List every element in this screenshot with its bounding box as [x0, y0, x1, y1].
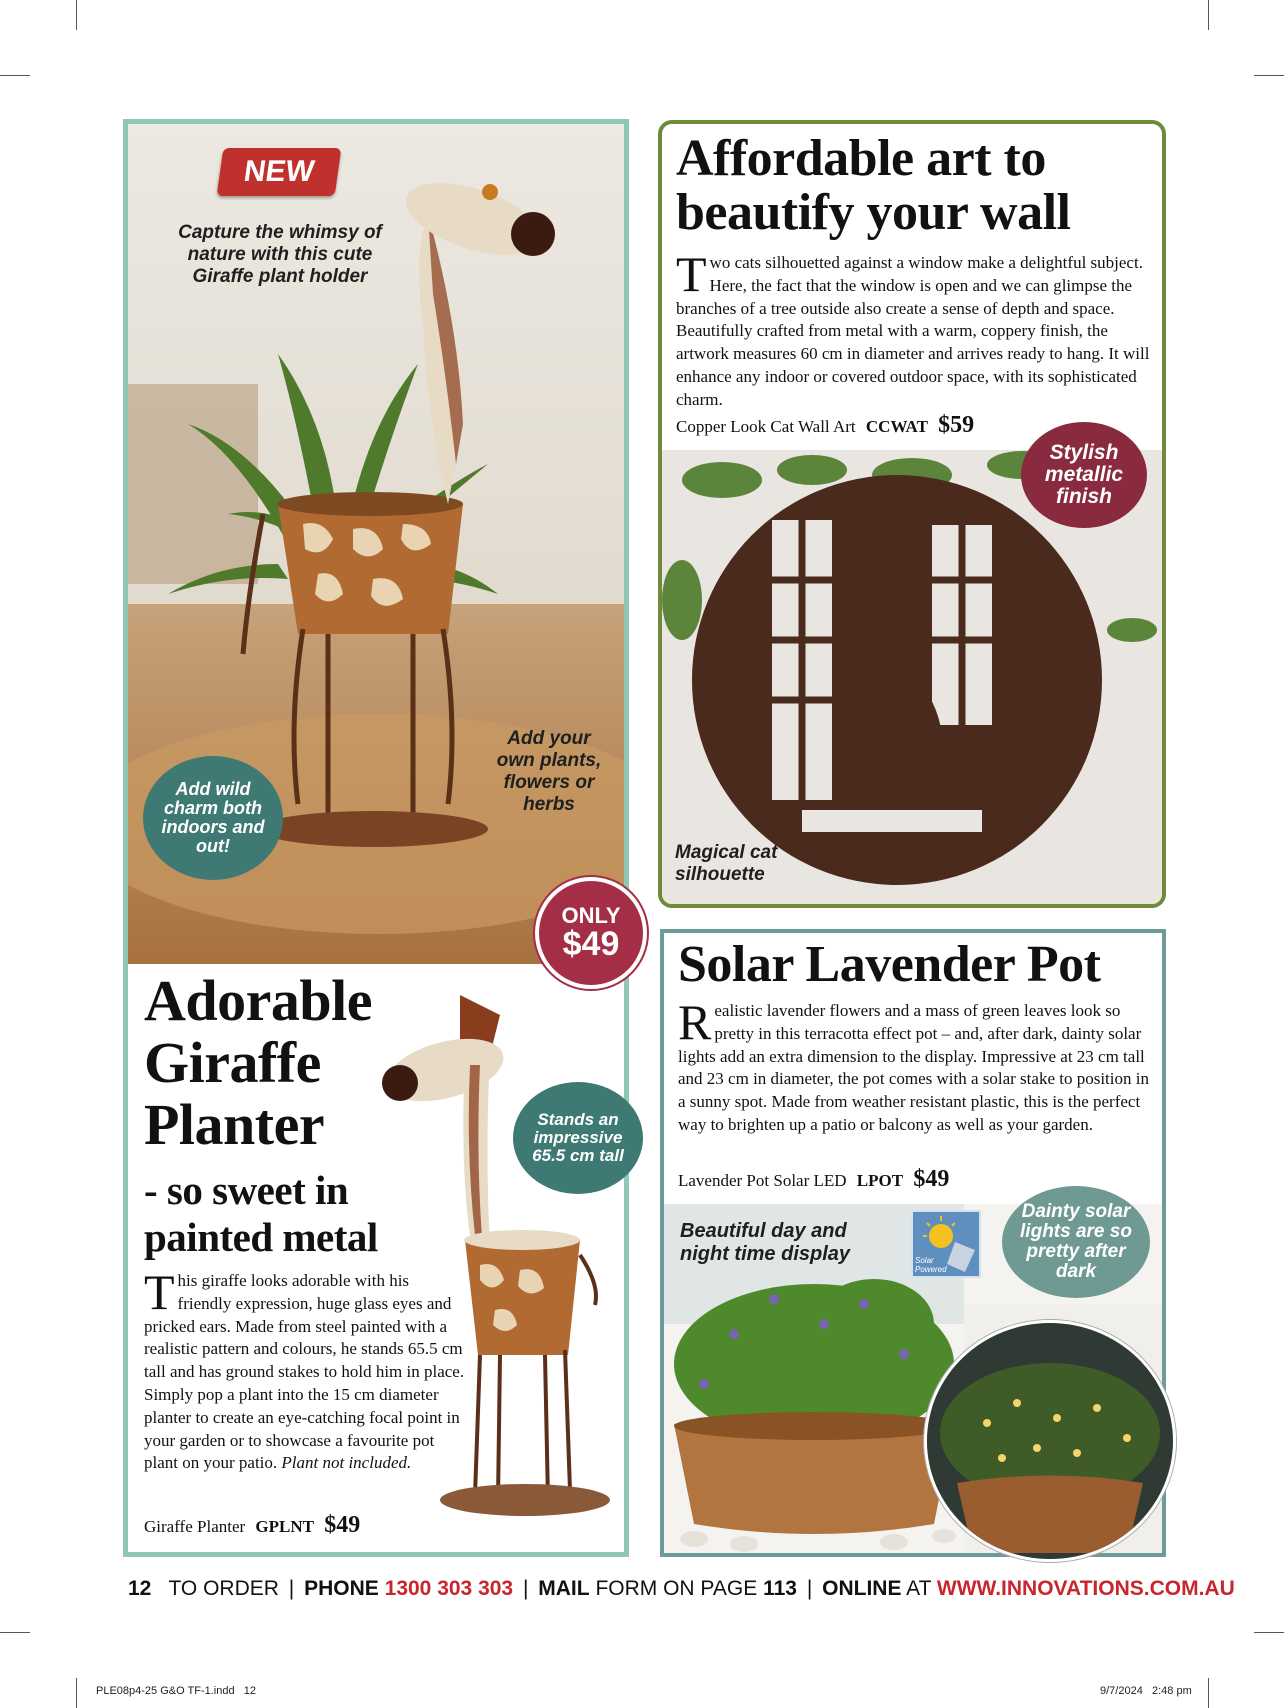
- order-footer: 12 TO ORDER | PHONE 1300 303 303 | MAIL FORM ON PAGE 113 | ONLINE AT WWW.INNOVATIONS.COM.AU: [128, 1577, 1235, 1600]
- giraffe-product-code: GPLNT: [255, 1517, 314, 1536]
- giraffe-title: [144, 970, 372, 1156]
- lavender-body: [678, 994, 1152, 1137]
- giraffe-caption-top: Capture the whimsy of nature with this cute Giraffe plant holder: [178, 222, 382, 287]
- crop-mark: [76, 1678, 77, 1708]
- giraffe-body: [144, 1264, 466, 1475]
- lavender-dropcap: R: [678, 994, 712, 1050]
- giraffe-subtitle: - so sweet in painted metal: [144, 1167, 378, 1260]
- giraffe-caption-plants: Add your own plants, flowers or herbs: [496, 728, 602, 815]
- slug-timestamp: 9/7/2024 2:48 pm: [1100, 1685, 1192, 1697]
- only-label: ONLY: [561, 902, 621, 928]
- lavender-product-code: LPOT: [856, 1171, 904, 1190]
- giraffe-title-line: Giraffe: [144, 1030, 321, 1095]
- lavender-product-price: $49: [913, 1166, 950, 1192]
- slug-file: PLE08p4-25 G&O TF-1.indd 12: [96, 1685, 256, 1697]
- mail-page: 113: [763, 1577, 797, 1600]
- crop-mark: [0, 1632, 30, 1633]
- lavender-body-text: ealistic lavender flowers and a mass of green leaves look so pretty in this terracotta effect pot – and, after dark, dainty solar lights add an extra dimension to the display. Impressive at 23 cm tall and 23 cm in diameter, the pot comes with a solar stake to position in a sunny spot. Made from weather resistant plastic, this is the perfect way to brighten up a patio or balcony as well as your garden.: [678, 1001, 1149, 1134]
- badge-stylish-finish: [1021, 422, 1147, 528]
- mail-text: FORM ON PAGE: [595, 1577, 758, 1600]
- phone-number[interactable]: 1300 303 303: [384, 1577, 514, 1600]
- badge-stylish-finish-label: Stylish metallic finish: [1044, 440, 1124, 509]
- to-order-label: TO ORDER: [168, 1577, 279, 1600]
- cat-art-dropcap: T: [676, 246, 707, 302]
- phone-label: PHONE: [304, 1577, 379, 1600]
- crop-mark: [0, 75, 30, 76]
- new-badge: [217, 148, 342, 196]
- only-price-badge: [535, 877, 647, 989]
- new-badge-label: NEW: [241, 155, 317, 188]
- cat-art-caption: Magical cat silhouette: [675, 842, 778, 885]
- giraffe-body-note: Plant not included.: [281, 1453, 412, 1473]
- crop-mark: [1254, 1632, 1284, 1633]
- badge-stands-tall-label: Stands an impressive 65.5 cm tall: [532, 1110, 624, 1165]
- cat-art-product-code: CCWAT: [865, 417, 928, 436]
- cat-art-body-text: wo cats silhouetted against a window make a delightful subject. Here, the fact that the window is open and we can glimpse the branches of a tree outside also create a sense of depth and space. Beautifully crafted from metal with a warm, coppery finish, the artwork measures 60 cm in diameter and arrives ready to hang. It will enhance any indoor or covered outdoor space, with its sophisticated charm.: [676, 253, 1150, 409]
- page-number: 12: [128, 1577, 152, 1600]
- badge-wild-charm: [143, 756, 283, 880]
- cat-art-product-price: $59: [938, 412, 975, 438]
- crop-mark: [1208, 0, 1209, 30]
- giraffe-title-line: Adorable: [144, 968, 372, 1033]
- badge-stands-tall: [513, 1082, 643, 1194]
- lavender-night-photo: [924, 1320, 1176, 1562]
- badge-dainty-lights: [1002, 1186, 1150, 1298]
- lavender-title: Solar Lavender Pot: [678, 936, 1101, 993]
- giraffe-dropcap: T: [144, 1264, 175, 1320]
- solar-powered-label: Solar Powered: [915, 1256, 947, 1274]
- crop-mark: [1254, 75, 1284, 76]
- cat-art-price-line: [676, 412, 974, 439]
- website-link[interactable]: WWW.INNOVATIONS.COM.AU: [936, 1577, 1235, 1600]
- solar-powered-icon: [911, 1210, 981, 1278]
- badge-dainty-lights-label: Dainty solar lights are so pretty after dark: [1020, 1201, 1132, 1282]
- cat-art-title: Affordable art to beautify your wall: [676, 130, 1071, 241]
- giraffe-price-line: [144, 1512, 360, 1539]
- giraffe-product-price: $49: [324, 1512, 361, 1538]
- giraffe-body-text: his giraffe looks adorable with his friendly expression, huge glass eyes and pricked ears. Made from steel painted with a realistic pattern and colours, he stands 65.5 cm tall and has ground stakes to hold him in place. Simply pop a plant into the 15 cm diameter planter to create an eye-catching focal point in your garden or to showcase a favourite pot plant on your patio.: [144, 1271, 465, 1473]
- giraffe-product-name: Giraffe Planter: [144, 1517, 246, 1536]
- badge-wild-charm-label: Add wild charm both indoors and out!: [161, 779, 265, 856]
- giraffe-title-line: Planter: [144, 1092, 325, 1157]
- cat-art-body: [676, 246, 1150, 412]
- lavender-caption: Beautiful day and night time display: [680, 1220, 851, 1265]
- only-price: $49: [562, 924, 620, 963]
- online-label: ONLINE: [822, 1577, 902, 1600]
- lavender-price-line: [678, 1166, 949, 1193]
- online-at: AT: [906, 1577, 932, 1600]
- cat-art-product-name: Copper Look Cat Wall Art: [676, 417, 856, 436]
- crop-mark: [76, 0, 77, 30]
- mail-label: MAIL: [538, 1577, 590, 1600]
- lavender-product-name: Lavender Pot Solar LED: [678, 1171, 847, 1190]
- crop-mark: [1208, 1678, 1209, 1708]
- lavender-night-illustration: [927, 1323, 1173, 1559]
